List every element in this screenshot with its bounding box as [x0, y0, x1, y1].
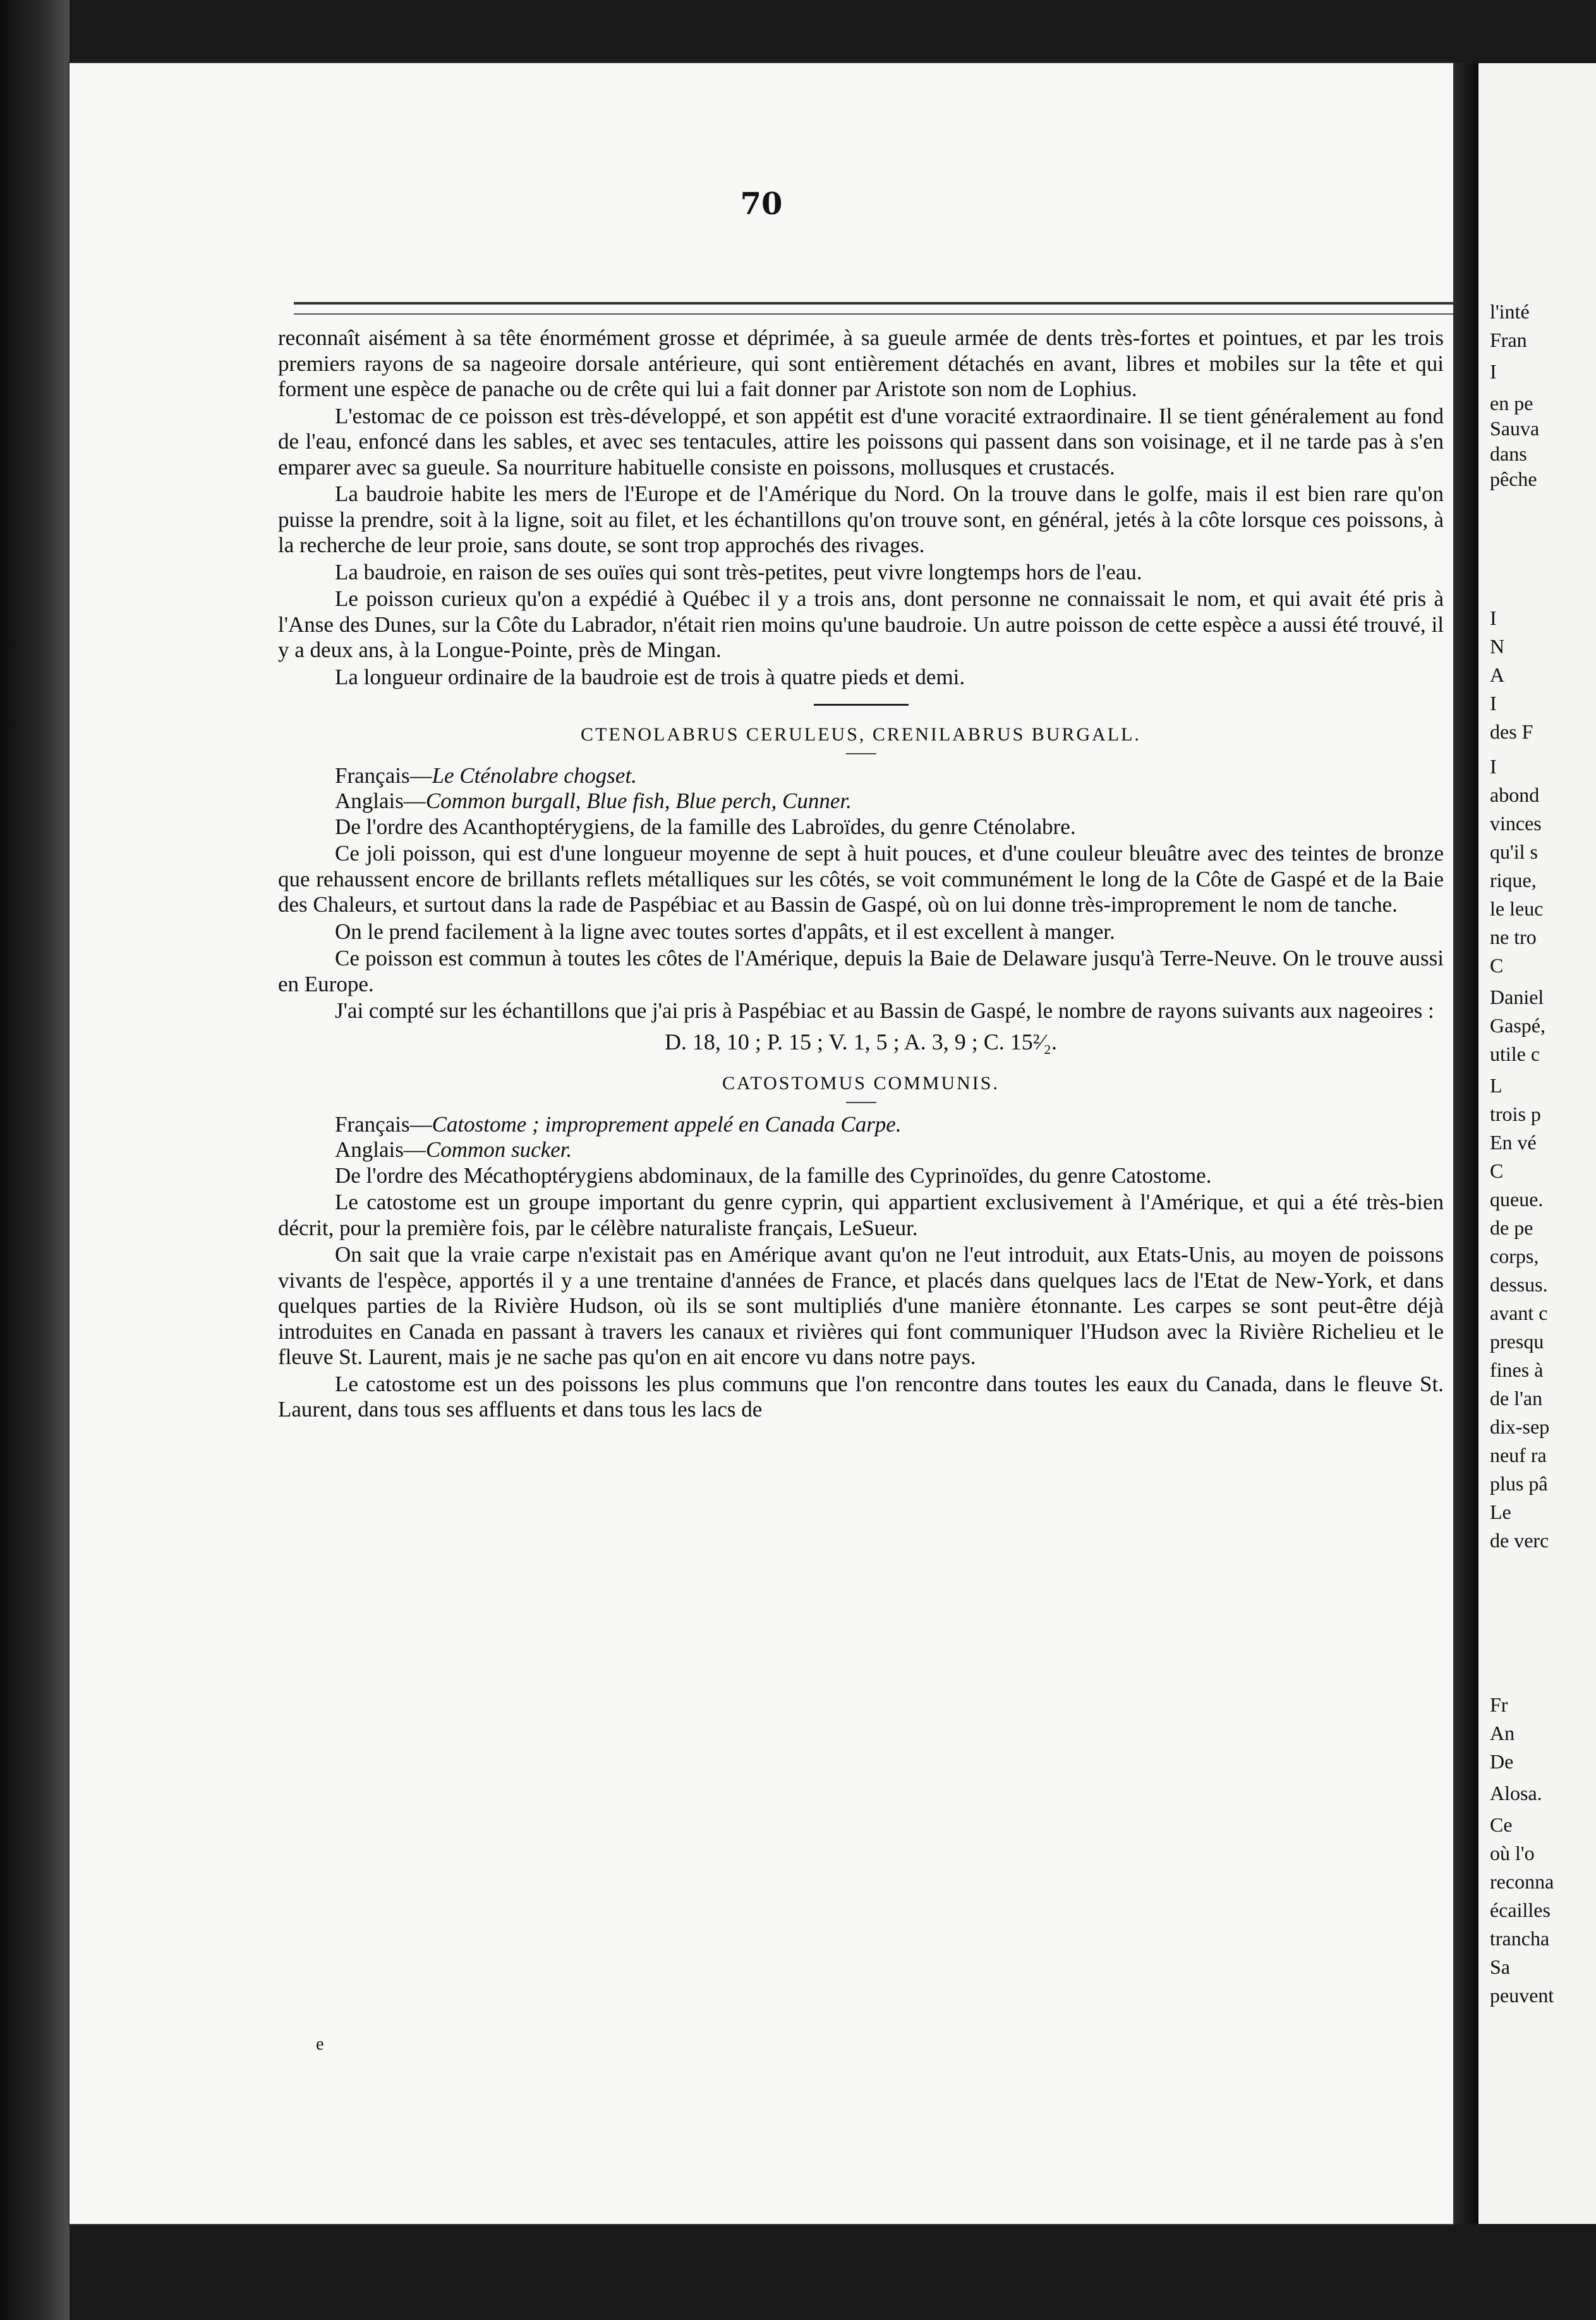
adjacent-text-fragment: rique,: [1490, 869, 1537, 891]
adjacent-text-fragment: neuf ra: [1490, 1444, 1547, 1466]
adjacent-text-fragment: trois p: [1490, 1103, 1541, 1125]
adjacent-text-fragment: en pe: [1490, 392, 1533, 414]
header-rule: [294, 302, 1456, 315]
adjacent-text-fragment: Fr: [1490, 1693, 1508, 1716]
paragraph: reconnaît aisément à sa tête énormément grosse et déprimée, à sa gueule armée de dents très-fortes et pointues, et par les trois premiers rayons de sa nageoire dorsale antérieure, qui sont entièrement détachés en avant, libres et mobiles sur la tête et qui forment une espèce de panache ou de crête qui lui a fait donner par Aristote son nom de Lophius.: [278, 325, 1444, 401]
adjacent-text-fragment: Ce: [1490, 1813, 1513, 1836]
value-anglais: Common sucker.: [425, 1137, 572, 1162]
adjacent-text-fragment: queue.: [1490, 1188, 1544, 1211]
value-anglais: Common burgall, Blue fish, Blue perch, Cunner.: [425, 788, 852, 813]
paragraph: Le catostome est un groupe important du genre cyprin, qui appartient exclusivement à l'Amérique, et qui a été très-bien décrit, pour la première fois, par le célèbre naturaliste français, LeSueur.: [278, 1190, 1444, 1240]
adjacent-text-fragment: dans: [1490, 442, 1527, 465]
adjacent-text-fragment: An: [1490, 1722, 1515, 1744]
adjacent-text-fragment: dix-sep: [1490, 1415, 1550, 1438]
adjacent-text-fragment: plus pâ: [1490, 1472, 1548, 1495]
adjacent-text-fragment: avant c: [1490, 1302, 1548, 1324]
value-francais: Le Cténolabre chogset.: [432, 763, 637, 788]
heading-underline: [846, 1102, 876, 1103]
adjacent-text-fragment: I: [1490, 360, 1497, 383]
adjacent-text-fragment: qu'il s: [1490, 840, 1538, 863]
adjacent-text-fragment: L: [1490, 1074, 1502, 1097]
classification-ordre: De l'ordre des Mécathoptérygiens abdominaux, de la famille des Cyprinoïdes, du genre Catostome.: [335, 1163, 1212, 1188]
adjacent-text-fragment: pêche: [1490, 468, 1537, 490]
section-heading: CATOSTOMUS COMMUNIS.: [722, 1073, 1000, 1094]
adjacent-text-fragment: Fran: [1490, 329, 1527, 351]
page-number: 70: [740, 186, 783, 222]
adjacent-text-fragment: Sauva: [1490, 417, 1540, 440]
adjacent-text-fragment: des F: [1490, 720, 1533, 743]
adjacent-text-fragment: En vé: [1490, 1131, 1537, 1154]
adjacent-text-fragment: où l'o: [1490, 1842, 1535, 1864]
adjacent-text-fragment: presqu: [1490, 1330, 1544, 1353]
adjacent-text-fragment: I: [1490, 692, 1497, 715]
adjacent-text-fragment: vinces: [1490, 812, 1542, 835]
adjacent-text-fragment: abond: [1490, 783, 1540, 806]
value-francais: Catostome ; improprement appelé en Canada Carpe.: [432, 1111, 902, 1137]
adjacent-text-fragment: de pe: [1490, 1216, 1533, 1239]
paragraph: La longueur ordinaire de la baudroie est de trois à quatre pieds et demi.: [335, 664, 965, 689]
paragraph: La baudroie, en raison de ses ouïes qui sont très-petites, peut vivre longtemps hors de l'eau.: [335, 559, 1142, 584]
section-divider: [814, 704, 909, 706]
section-heading: CTENOLABRUS CERULEUS, CRENILABRUS BURGALL.: [581, 724, 1141, 745]
label-francais: Français—: [335, 763, 432, 788]
adjacent-text-fragment: Sa: [1490, 1955, 1510, 1978]
document-page: [70, 63, 1453, 2224]
adjacent-text-fragment: de verc: [1490, 1529, 1549, 1552]
fin-ray-formula: D. 18, 10 ; P. 15 ; V. 1, 5 ; A. 3, 9 ; C. 15²⁄₂.: [664, 1029, 1058, 1054]
paragraph: J'ai compté sur les échantillons que j'ai pris à Paspébiac et au Bassin de Gaspé, le nombre de rayons suivants aux nageoires :: [335, 998, 1434, 1023]
adjacent-text-fragment: C: [1490, 954, 1504, 977]
paragraph: On le prend facilement à la ligne avec toutes sortes d'appâts, et il est excellent à manger.: [335, 919, 1115, 944]
paragraph: L'estomac de ce poisson est très-développé, et son appétit est d'une voracité extraordinaire. Il se tient généralement au fond de l'eau, enfoncé dans les sables, et avec ses tentacules, attire les poissons qui passent dans son voisinage, et il ne tarde pas à s'en emparer avec sa gueule. Sa nourriture habituelle consiste en poissons, mollusques et crustacés.: [278, 403, 1444, 480]
adjacent-text-fragment: fines à: [1490, 1358, 1544, 1381]
scan-border-left: [0, 0, 70, 2320]
adjacent-text-fragment: utile c: [1490, 1042, 1540, 1065]
name-anglais: [278, 788, 1444, 814]
adjacent-text-fragment: peuvent: [1490, 1984, 1554, 2007]
adjacent-text-fragment: écailles: [1490, 1899, 1551, 1921]
adjacent-text-fragment: A: [1490, 663, 1505, 686]
adjacent-text-fragment: Gaspé,: [1490, 1014, 1545, 1037]
footer-mark: e: [316, 2034, 324, 2054]
adjacent-text-fragment: reconna: [1490, 1870, 1554, 1893]
adjacent-text-fragment: I: [1490, 607, 1497, 629]
adjacent-text-fragment: Daniel: [1490, 986, 1544, 1008]
paragraph: Ce poisson est commun à toutes les côtes de l'Amérique, depuis la Baie de Delaware jusqu'à Terre-Neuve. On le trouve aussi en Europe.: [278, 946, 1444, 996]
paragraph: Ce joli poisson, qui est d'une longueur moyenne de sept à huit pouces, et d'une couleur bleuâtre avec des teintes de bronze que rehaussent encore de brillants reflets métalliques sur les côtés, se voit communément le long de la Côte de Gaspé et de la Baie des Chaleurs, et surtout dans la rade de Paspébiac et au Bassin de Gaspé, où on lui donne très-improprement le nom de tanche.: [278, 841, 1444, 917]
adjacent-text-fragment: le leuc: [1490, 897, 1544, 920]
paragraph: Le catostome est un des poissons les plus communs que l'on rencontre dans toutes les eaux du Canada, dans le fleuve St. Laurent, dans tous ses affluents et dans tous les lacs de: [278, 1371, 1444, 1422]
adjacent-text-fragment: De: [1490, 1750, 1514, 1773]
label-anglais: Anglais—: [335, 788, 426, 813]
adjacent-page-fragment: [1478, 63, 1596, 2224]
adjacent-text-fragment: Alosa.: [1490, 1782, 1542, 1804]
adjacent-text-fragment: dessus.: [1490, 1273, 1548, 1296]
adjacent-text-fragment: l'inté: [1490, 300, 1530, 323]
name-francais: [278, 763, 1444, 789]
paragraph: La baudroie habite les mers de l'Europe et de l'Amérique du Nord. On la trouve dans le golfe, mais il est bien rare qu'on puisse la prendre, soit à la ligne, soit au filet, et les échantillons qu'on trouve sont, en général, jetés à la côte lorsque ces poissons, à la recherche de leur proie, sans doute, se sont trop approchés des rivages.: [278, 481, 1444, 557]
adjacent-text-fragment: C: [1490, 1159, 1504, 1182]
paragraph: On sait que la vraie carpe n'existait pas en Amérique avant qu'on ne l'eut introduit, aux Etats-Unis, au moyen de poissons vivants de l'espèce, apportés il y a une trentaine d'années de France, et placés dans quelques lacs de l'Etat de New-York, et dans quelques parties de la Rivière Hudson, où ils se sont multipliés d'une manière étonnante. Les carpes se sont peut-être déjà introduites en Canada en passant à travers les canaux et rivières qui font communiquer l'Hudson avec la Rivière Richelieu et le fleuve St. Laurent, mais je ne sache pas qu'on en ait encore vu dans notre pays.: [278, 1242, 1444, 1369]
adjacent-text-fragment: trancha: [1490, 1927, 1550, 1950]
adjacent-text-fragment: Le: [1490, 1501, 1511, 1523]
classification-ordre: De l'ordre des Acanthoptérygiens, de la famille des Labroïdes, du genre Cténolabre.: [335, 814, 1076, 839]
label-anglais: Anglais—: [335, 1137, 426, 1162]
adjacent-text-fragment: I: [1490, 755, 1497, 778]
adjacent-text-fragment: ne tro: [1490, 926, 1537, 948]
adjacent-text-fragment: corps,: [1490, 1245, 1539, 1267]
heading-underline: [846, 753, 876, 754]
adjacent-text-fragment: de l'an: [1490, 1387, 1543, 1410]
label-francais: Français—: [335, 1111, 432, 1137]
name-anglais: [278, 1137, 1444, 1163]
adjacent-text-fragment: N: [1490, 635, 1505, 658]
page-body: [278, 325, 1444, 1423]
name-francais: [278, 1112, 1444, 1138]
paragraph: Le poisson curieux qu'on a expédié à Québec il y a trois ans, dont personne ne connaissait le nom, et qui avait été pris à l'Anse des Dunes, sur la Côte du Labrador, n'était rien moins qu'une baudroie. Un autre poisson de cette espèce a aussi été trouvé, il y a deux ans, à la Longue-Pointe, près de Mingan.: [278, 586, 1444, 662]
book-binding: [1453, 63, 1478, 2224]
